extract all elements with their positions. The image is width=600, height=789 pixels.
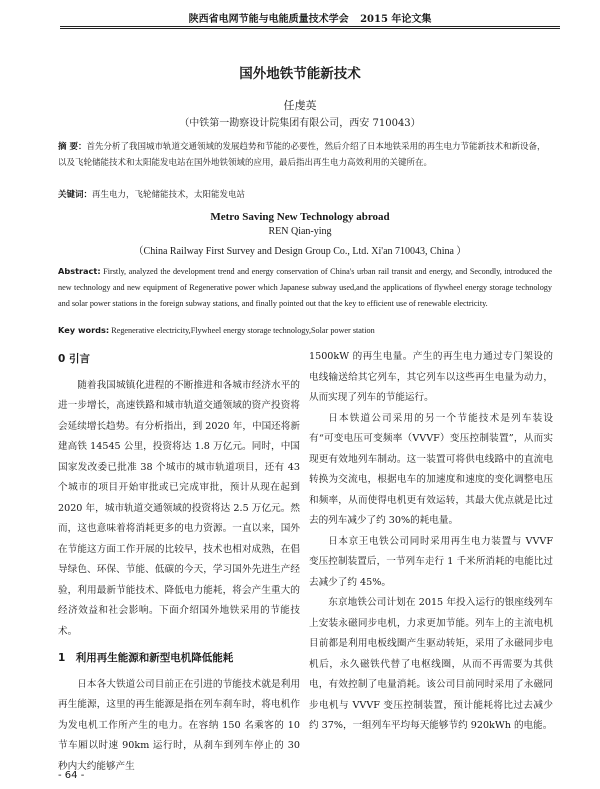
cn-abstract-label: 摘 要： — [58, 142, 87, 152]
cn-abstract-text: 首先分析了我国城市轨道交通领域的发展趋势和节能的必要性，然后介绍了日本地铁采用的再生电力节能新技术和新设备，以及飞轮储能技术和太阳能发电站在国外地铁领域的应用，最后指出再生电力高效利用的关键所在。 — [58, 142, 546, 168]
left-column — [58, 347, 300, 777]
en-keywords — [58, 325, 552, 335]
right-column — [309, 347, 553, 737]
cn-keywords-label: 关键词： — [58, 190, 93, 200]
en-keywords-text: Regenerative electricity,Flywheel energy storage technology,Solar power station — [109, 326, 375, 335]
right-paragraph-2: 日本铁道公司采用的另一个节能技术是列车装设有“可变电压可变频率（VVVF）变压控制装置”，从而实现更有效地列车制动。这一装置可将供电线路中的直流电转换为交流电，根据电车的加速度和速度的变化调整电压和频率，从而使得电机更有效运转，其最大优点就是比过去的列车减少了约 30%的耗电量。 — [309, 412, 553, 526]
right-paragraph-4: 东京地铁公司计划在 2015 年投入运行的银座线列车上安装永磁同步电机，力求更加节能。列车上的主流电机目前都是利用电板线圈产生驱动转矩，采用了永磁同步电机后，永久磁铁代替了电枢线圈，从而不再需要为其供电，有效控制了电量消耗。该公司目前同时采用了永磁同步电机与 VVVF 变压控制装置，预计能耗将比过去减少约 37%，一组列车平均每天能够节约 920kWh 的电能。 — [309, 597, 553, 731]
section-1-paragraph: 日本各大铁道公司目前正在引进的节能技术就是利用再生能源，这里的再生能源是指在列车刹车时，将电机作为发电机工作所产生的电力。在容纳 150 名乘客的 10 节车厢以时速 90km 运行时，从刹车到列车停止的 30 秒内大约能够产生 — [58, 678, 300, 772]
cn-keywords — [58, 188, 552, 200]
cn-title: 国外地铁节能新技术 — [239, 66, 361, 82]
cn-keywords-text: 再生电力，飞轮储能技术，太阳能发电站 — [92, 190, 246, 200]
en-keywords-label: Key words: — [58, 325, 110, 335]
cn-affiliation: （中铁第一勘察设计院集团有限公司，西安 710043） — [179, 118, 421, 129]
en-affiliation: （China Railway First Survey and Design Group Co., Ltd. Xi'an 710043, China ） — [133, 246, 467, 257]
header-rule — [60, 28, 560, 29]
running-header — [60, 10, 560, 27]
section-0-paragraph: 随着我国城镇化进程的不断推进和各城市经济水平的进一步增长，高速铁路和城市轨道交通领域的资产投资将会延续增长趋势。有分析指出，到 2020 年，中国还将新建高铁 14545 公里，投资将达 1.8 万亿元。同时，中国国家发改委已批准 38 个城市的城市轨道项目，还有 43 个城市的项目开始审批或已完成审批，预计从现在起到 2020 年，城市轨道交通领域的投资将达 2.5 万亿元。然而，这也意味着将消耗更多的电力资源。一直以来，国外在节能这方面工作开展的比较早，技术也相对成熟，在倡导绿色、环保、节能、低碳的今天，学习国外先进生产经验，利用最新节能技术、降低电力能耗，将会产生重大的经济效益和社会影响。下面介绍国外地铁采用的节能技术。 — [58, 379, 300, 637]
section-0-heading: 0 引言 — [58, 353, 90, 365]
right-paragraph-1: 1500kW 的再生电量。产生的再生电力通过专门架设的电线输送给其它列车，其它列车以这些再生电量为动力，从而实现了列车的节能运行。 — [309, 351, 553, 403]
en-title: Metro Saving New Technology abroad — [210, 211, 390, 223]
cn-abstract — [58, 139, 552, 171]
journal-name: 陕西省电网节能与电能质量技术学会 — [188, 14, 349, 25]
section-1-heading: 1 利用再生能源和新型电机降低能耗 — [58, 652, 234, 664]
en-abstract-label: Abstract: — [58, 266, 101, 276]
right-paragraph-3: 日本京王电铁公司同时采用再生电力装置与 VVVF 变压控制装置后，一节列车走行 1 千米所消耗的电能比过去减少了约 45%。 — [309, 535, 553, 588]
volume-label: 2015 年论文集 — [360, 14, 432, 25]
cn-author: 任虔英 — [283, 99, 317, 112]
en-author: REN Qian-ying — [268, 226, 332, 237]
page-number: - 64 - — [58, 770, 85, 781]
en-abstract — [58, 263, 552, 312]
en-abstract-text: Firstly, analyzed the development trend and energy conservation of China's urban rail transit and energy, and Secondly, introduced the new technology and new equipment of Regenerative power which Japanese subway used,and the applications of flywheel energy storage technology and solar power stations in the foreign subway stations, and finally pointed out that the key to efficient use of renewable electricity. — [58, 267, 552, 308]
